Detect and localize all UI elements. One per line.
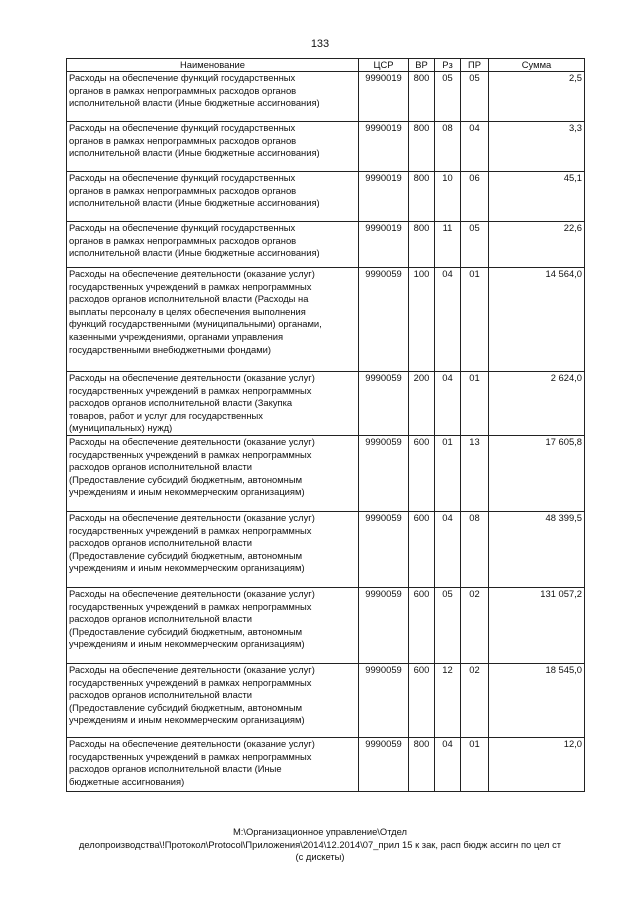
row-name-line: расходов органов исполнительной власти xyxy=(69,461,253,473)
row-name-line: расходов органов исполнительной власти xyxy=(69,537,253,549)
row-csr: 9990059 xyxy=(359,372,409,436)
row-vr: 600 xyxy=(409,511,435,587)
row-sum: 45,1 xyxy=(489,172,585,222)
row-name xyxy=(67,268,359,372)
row-pr: 06 xyxy=(461,172,489,222)
row-vr: 600 xyxy=(409,587,435,663)
footer-line: делопроизводства\!Протокол\Protocol\Приложения\2014\12.2014\07_прил 15 к зак, расп бюдж ассигн по цел ст xyxy=(78,838,562,850)
row-csr: 9990059 xyxy=(359,435,409,511)
row-name-line: Расходы на обеспечение деятельности (оказание услуг) xyxy=(69,737,315,749)
row-sum: 22,6 xyxy=(489,222,585,268)
row-csr: 9990019 xyxy=(359,172,409,222)
row-name-line: (Предоставление субсидий бюджетным, автономным xyxy=(69,625,303,637)
row-rz: 04 xyxy=(435,372,461,436)
table-row xyxy=(67,663,585,737)
row-name-line: товаров, работ и услуг для государственных xyxy=(69,409,263,421)
row-pr: 02 xyxy=(461,663,489,737)
row-name xyxy=(67,172,359,222)
row-vr: 800 xyxy=(409,122,435,172)
row-name-line: органов в рамках непрограммных расходов органов xyxy=(69,84,297,96)
row-sum: 2 624,0 xyxy=(489,372,585,436)
row-name-line: Расходы на обеспечение деятельности (оказание услуг) xyxy=(69,435,315,447)
row-sum: 14 564,0 xyxy=(489,268,585,372)
row-name xyxy=(67,663,359,737)
row-name xyxy=(67,511,359,587)
row-name xyxy=(67,222,359,268)
row-pr: 05 xyxy=(461,72,489,122)
row-name-line: расходов органов исполнительной власти (Расходы на xyxy=(69,293,309,305)
row-name-line: учреждениям и иным некоммерческим организациям) xyxy=(69,562,305,574)
row-name-line: Расходы на обеспечение деятельности (оказание услуг) xyxy=(69,587,315,599)
table-row xyxy=(67,268,585,372)
header-rz: Рз xyxy=(435,59,461,72)
row-name xyxy=(67,72,359,122)
row-name-line: (муниципальных) нужд) xyxy=(69,422,173,434)
row-name-line: (Предоставление субсидий бюджетным, автономным xyxy=(69,473,303,485)
row-rz: 12 xyxy=(435,663,461,737)
row-rz: 05 xyxy=(435,587,461,663)
row-rz: 10 xyxy=(435,172,461,222)
row-pr: 02 xyxy=(461,587,489,663)
row-pr: 01 xyxy=(461,737,489,791)
page-number: 133 xyxy=(310,38,330,50)
row-vr: 800 xyxy=(409,72,435,122)
row-rz: 04 xyxy=(435,511,461,587)
row-rz: 04 xyxy=(435,737,461,791)
row-name xyxy=(67,435,359,511)
row-vr: 800 xyxy=(409,222,435,268)
row-name xyxy=(67,587,359,663)
row-vr: 100 xyxy=(409,268,435,372)
row-pr: 01 xyxy=(461,268,489,372)
row-name-line: расходов органов исполнительной власти xyxy=(69,613,253,625)
row-name-line: Расходы на обеспечение функций государственных xyxy=(69,122,296,133)
row-name-line: государственных учреждений в рамках непрограммных xyxy=(69,600,312,612)
row-vr: 600 xyxy=(409,435,435,511)
row-name-line: казенными учреждениями, органами управления xyxy=(69,330,284,342)
table-row xyxy=(67,122,585,172)
row-name-line: (Предоставление субсидий бюджетным, автономным xyxy=(69,701,303,713)
row-csr: 9990019 xyxy=(359,72,409,122)
row-csr: 9990019 xyxy=(359,222,409,268)
table-row xyxy=(67,587,585,663)
row-rz: 04 xyxy=(435,268,461,372)
row-pr: 01 xyxy=(461,372,489,436)
row-csr: 9990059 xyxy=(359,268,409,372)
row-pr: 05 xyxy=(461,222,489,268)
row-name-line: Расходы на обеспечение деятельности (оказание услуг) xyxy=(69,663,315,675)
row-name-line: государственных учреждений в рамках непрограммных xyxy=(69,676,312,688)
row-csr: 9990059 xyxy=(359,511,409,587)
row-name-line: выплаты персоналу в целях обеспечения выполнения xyxy=(69,305,306,317)
row-name xyxy=(67,737,359,791)
row-name-line: органов в рамках непрограммных расходов органов xyxy=(69,184,297,196)
table-row xyxy=(67,172,585,222)
row-sum: 17 605,8 xyxy=(489,435,585,511)
file-path-footer xyxy=(40,826,600,864)
row-name-line: расходов органов исполнительной власти xyxy=(69,689,253,701)
row-name-line: государственных учреждений в рамках непрограммных xyxy=(69,524,312,536)
row-rz: 11 xyxy=(435,222,461,268)
row-name-line: бюджетные ассигнования) xyxy=(69,775,185,787)
footer-line: M:\Организационное управление\Отдел xyxy=(232,826,408,837)
row-name-line: учреждениям и иным некоммерческим организациям) xyxy=(69,638,305,650)
row-vr: 200 xyxy=(409,372,435,436)
row-name-line: Расходы на обеспечение функций государственных xyxy=(69,172,296,183)
row-pr: 13 xyxy=(461,435,489,511)
row-pr: 08 xyxy=(461,511,489,587)
row-name-line: учреждениям и иным некоммерческим организациям) xyxy=(69,486,305,498)
header-pr: ПР xyxy=(461,59,489,72)
row-name-line: органов в рамках непрограммных расходов органов xyxy=(69,234,297,246)
row-csr: 9990059 xyxy=(359,663,409,737)
row-csr: 9990019 xyxy=(359,122,409,172)
row-rz: 08 xyxy=(435,122,461,172)
table-row xyxy=(67,72,585,122)
row-name-line: функций государственными (муниципальными) органами, xyxy=(69,318,322,330)
row-name-line: учреждениям и иным некоммерческим организациям) xyxy=(69,714,305,726)
table-body xyxy=(67,72,585,792)
table-row xyxy=(67,222,585,268)
row-sum: 3,3 xyxy=(489,122,585,172)
row-name-line: государственных учреждений в рамках непрограммных xyxy=(69,280,312,292)
row-name-line: государственных учреждений в рамках непрограммных xyxy=(69,384,312,396)
row-csr: 9990059 xyxy=(359,737,409,791)
row-name-line: исполнительной власти (Иные бюджетные ассигнования) xyxy=(69,197,320,209)
row-vr: 800 xyxy=(409,737,435,791)
header-csr: ЦСР xyxy=(359,59,409,72)
row-name-line: органов в рамках непрограммных расходов органов xyxy=(69,134,297,146)
row-name-line: исполнительной власти (Иные бюджетные ассигнования) xyxy=(69,247,320,259)
row-name-line: Расходы на обеспечение деятельности (оказание услуг) xyxy=(69,511,315,523)
row-name-line: исполнительной власти (Иные бюджетные ассигнования) xyxy=(69,97,320,109)
row-name-line: государственными внебюджетными фондами) xyxy=(69,343,272,355)
table-row xyxy=(67,435,585,511)
row-name-line: Расходы на обеспечение деятельности (оказание услуг) xyxy=(69,372,315,383)
header-name: Наименование xyxy=(67,59,359,72)
row-name-line: Расходы на обеспечение функций государственных xyxy=(69,72,296,83)
row-name-line: исполнительной власти (Иные бюджетные ассигнования) xyxy=(69,147,320,159)
header-sum: Сумма xyxy=(489,59,585,72)
row-name xyxy=(67,122,359,172)
row-name-line: Расходы на обеспечение деятельности (оказание услуг) xyxy=(69,268,315,279)
table-row xyxy=(67,511,585,587)
row-name-line: (Предоставление субсидий бюджетным, автономным xyxy=(69,549,303,561)
row-rz: 05 xyxy=(435,72,461,122)
row-sum: 48 399,5 xyxy=(489,511,585,587)
row-sum: 12,0 xyxy=(489,737,585,791)
table-row xyxy=(67,737,585,791)
row-name-line: расходов органов исполнительной власти (Иные xyxy=(69,763,282,775)
row-csr: 9990059 xyxy=(359,587,409,663)
row-rz: 01 xyxy=(435,435,461,511)
row-name-line: государственных учреждений в рамках непрограммных xyxy=(69,448,312,460)
row-name-line: государственных учреждений в рамках непрограммных xyxy=(69,750,312,762)
row-vr: 600 xyxy=(409,663,435,737)
row-sum: 2,5 xyxy=(489,72,585,122)
row-sum: 18 545,0 xyxy=(489,663,585,737)
row-pr: 04 xyxy=(461,122,489,172)
row-name-line: расходов органов исполнительной власти (Закупка xyxy=(69,397,293,409)
table-header-row xyxy=(67,59,585,72)
budget-table xyxy=(66,58,585,792)
table-row xyxy=(67,372,585,436)
footer-line: (с дискеты) xyxy=(295,851,345,862)
row-vr: 800 xyxy=(409,172,435,222)
header-vr: ВР xyxy=(409,59,435,72)
row-name-line: Расходы на обеспечение функций государственных xyxy=(69,222,296,233)
row-name xyxy=(67,372,359,436)
row-sum: 131 057,2 xyxy=(489,587,585,663)
